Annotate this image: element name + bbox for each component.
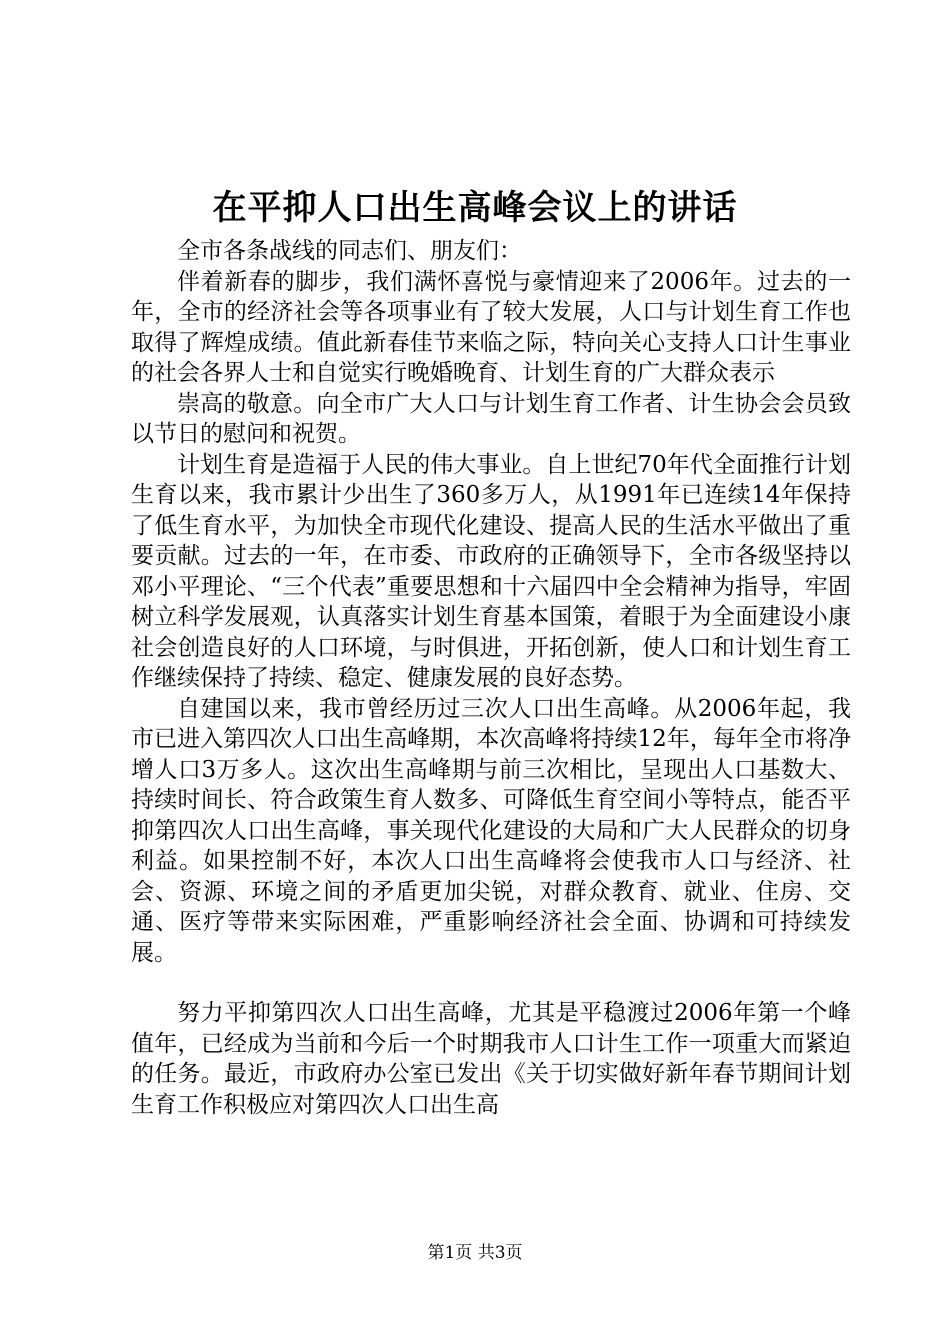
document-title: 在平抑人口出生高峰会议上的讲话 [212,188,738,228]
salutation-paragraph: 全市各条战线的同志们、朋友们： [177,238,522,264]
page-number-footer: 第1页 共3页 [427,1243,523,1263]
document-body [131,236,851,1120]
body-paragraph: 计划生育是造福于人民的伟大事业。自上世纪70年代全面推行计划生育以来，我市累计少出生了360多万人，从1991年已连续14年保持了低生育水平，为加快全市现代化建设、提高人民的生活水平做出了重要贡献。过去的一年，在市委、市政府的正确领导下，全市各级坚持以邓小平理论、“三个代表”重要思想和十六届四中全会精神为指导，牢固树立科学发展观，认真落实计划生育基本国策，着眼于为全面建设小康社会创造良好的人口环境，与时俱进，开拓创新，使人口和计划生育工作继续保持了持续、稳定、健康发展的良好态势。 [131,451,851,691]
body-paragraph: 崇高的敬意。向全市广大人口与计划生育工作者、计生协会会员致以节日的慰问和祝贺。 [131,390,851,447]
body-paragraph: 自建国以来，我市曾经历过三次人口出生高峰。从2006年起，我市已进入第四次人口出生高峰期，本次高峰将持续12年，每年全市将净增人口3万多人。这次出生高峰期与前三次相比，呈现出人口基数大、持续时间长、符合政策生育人数多、可降低生育空间小等特点，能否平抑第四次人口出生高峰，事关现代化建设的大局和广大人民群众的切身利益。如果控制不好，本次人口出生高峰将会使我市人口与经济、社会、资源、环境之间的矛盾更加尖锐，对群众教育、就业、住房、交通、医疗等带来实际困难，严重影响经济社会全面、协调和可持续发展。 [131,695,851,966]
body-paragraph: 伴着新春的脚步，我们满怀喜悦与豪情迎来了2006年。过去的一年，全市的经济社会等各项事业有了较大发展，人口与计划生育工作也取得了辉煌成绩。值此新春佳节来临之际，特向关心支持人口计生事业的社会各界人士和自觉实行晚婚晚育、计划生育的广大群众表示 [131,268,851,386]
body-paragraph: 努力平抑第四次人口出生高峰，尤其是平稳渡过2006年第一个峰值年，已经成为当前和今后一个时期我市人口计生工作一项重大而紧迫的任务。最近，市政府办公室已发出《关于切实做好新年春节期间计划生育工作积极应对第四次人口出生高 [131,1000,851,1118]
